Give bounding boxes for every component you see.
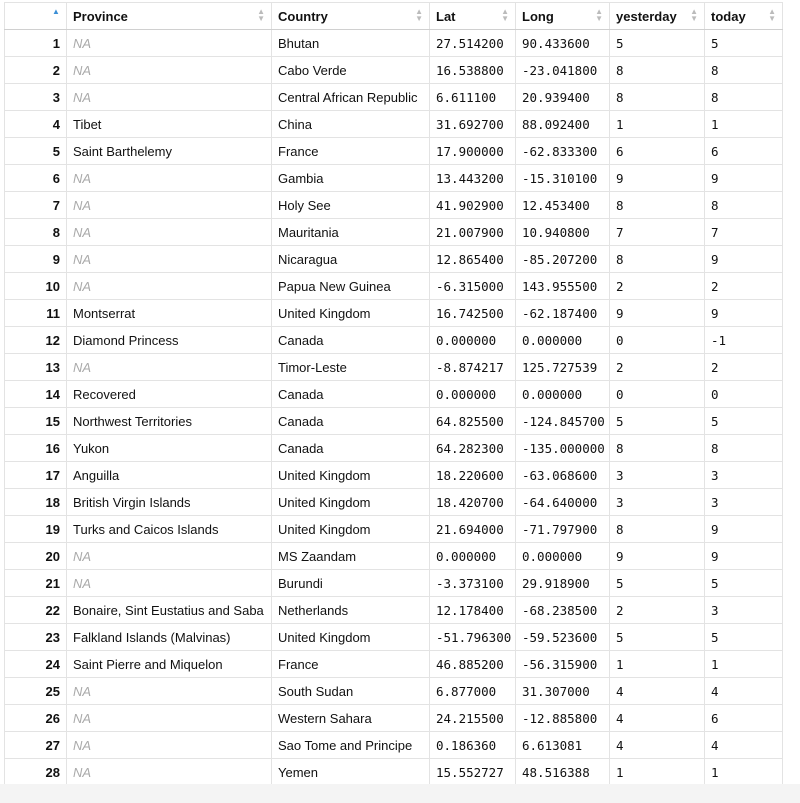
cell-idx: 12 bbox=[5, 327, 67, 354]
cell-province: NA bbox=[67, 732, 272, 759]
cell-province: NA bbox=[67, 57, 272, 84]
cell-yesterday: 0 bbox=[610, 381, 705, 408]
cell-today: 3 bbox=[705, 462, 783, 489]
column-header-lat[interactable] bbox=[430, 3, 516, 30]
table-row bbox=[5, 435, 783, 462]
cell-today: 9 bbox=[705, 516, 783, 543]
cell-province: Tibet bbox=[67, 111, 272, 138]
table-row bbox=[5, 543, 783, 570]
cell-lat: 6.611100 bbox=[430, 84, 516, 111]
cell-yesterday: 7 bbox=[610, 219, 705, 246]
cell-province: NA bbox=[67, 678, 272, 705]
cell-today: 1 bbox=[705, 759, 783, 786]
cell-country: United Kingdom bbox=[272, 462, 430, 489]
cell-yesterday: 9 bbox=[610, 165, 705, 192]
cell-idx: 17 bbox=[5, 462, 67, 489]
cell-yesterday: 6 bbox=[610, 138, 705, 165]
column-header-today[interactable] bbox=[705, 3, 783, 30]
cell-today: -1 bbox=[705, 327, 783, 354]
cell-today: 5 bbox=[705, 30, 783, 57]
table-row bbox=[5, 678, 783, 705]
cell-country: United Kingdom bbox=[272, 516, 430, 543]
column-header-province[interactable] bbox=[67, 3, 272, 30]
column-header-label: Long bbox=[522, 8, 554, 24]
cell-yesterday: 5 bbox=[610, 570, 705, 597]
cell-idx: 15 bbox=[5, 408, 67, 435]
table-row bbox=[5, 246, 783, 273]
cell-yesterday: 8 bbox=[610, 435, 705, 462]
cell-idx: 13 bbox=[5, 354, 67, 381]
cell-yesterday: 5 bbox=[610, 408, 705, 435]
cell-today: 4 bbox=[705, 678, 783, 705]
cell-province: Saint Barthelemy bbox=[67, 138, 272, 165]
cell-idx: 16 bbox=[5, 435, 67, 462]
cell-lat: 16.538800 bbox=[430, 57, 516, 84]
cell-yesterday: 5 bbox=[610, 30, 705, 57]
cell-province: NA bbox=[67, 543, 272, 570]
cell-idx: 4 bbox=[5, 111, 67, 138]
cell-idx: 3 bbox=[5, 84, 67, 111]
table-row bbox=[5, 138, 783, 165]
cell-lat: -6.315000 bbox=[430, 273, 516, 300]
cell-yesterday: 4 bbox=[610, 732, 705, 759]
cell-idx: 18 bbox=[5, 489, 67, 516]
cell-lat: 18.420700 bbox=[430, 489, 516, 516]
table-row bbox=[5, 327, 783, 354]
table-row bbox=[5, 732, 783, 759]
cell-long: -12.885800 bbox=[516, 705, 610, 732]
cell-today: 5 bbox=[705, 624, 783, 651]
cell-lat: 6.877000 bbox=[430, 678, 516, 705]
cell-yesterday: 9 bbox=[610, 543, 705, 570]
cell-idx: 10 bbox=[5, 273, 67, 300]
cell-today: 9 bbox=[705, 246, 783, 273]
sort-icon[interactable]: ▲ ▼ bbox=[595, 7, 603, 23]
cell-yesterday: 1 bbox=[610, 111, 705, 138]
cell-country: Canada bbox=[272, 435, 430, 462]
cell-province: NA bbox=[67, 759, 272, 786]
cell-today: 3 bbox=[705, 489, 783, 516]
sort-icon[interactable]: ▲ ▼ bbox=[501, 7, 509, 23]
cell-long: 0.000000 bbox=[516, 543, 610, 570]
cell-province: Montserrat bbox=[67, 300, 272, 327]
cell-lat: 46.885200 bbox=[430, 651, 516, 678]
cell-long: 20.939400 bbox=[516, 84, 610, 111]
cell-idx: 9 bbox=[5, 246, 67, 273]
cell-lat: 16.742500 bbox=[430, 300, 516, 327]
cell-province: British Virgin Islands bbox=[67, 489, 272, 516]
cell-province: Saint Pierre and Miquelon bbox=[67, 651, 272, 678]
cell-lat: -3.373100 bbox=[430, 570, 516, 597]
table-row bbox=[5, 624, 783, 651]
cell-long: 31.307000 bbox=[516, 678, 610, 705]
table-row bbox=[5, 165, 783, 192]
data-table bbox=[4, 2, 783, 786]
cell-idx: 14 bbox=[5, 381, 67, 408]
cell-long: -71.797900 bbox=[516, 516, 610, 543]
cell-long: 29.918900 bbox=[516, 570, 610, 597]
column-header-country[interactable] bbox=[272, 3, 430, 30]
cell-lat: 21.694000 bbox=[430, 516, 516, 543]
cell-country: France bbox=[272, 651, 430, 678]
cell-yesterday: 0 bbox=[610, 327, 705, 354]
cell-country: Canada bbox=[272, 408, 430, 435]
cell-today: 7 bbox=[705, 219, 783, 246]
cell-country: China bbox=[272, 111, 430, 138]
table-row bbox=[5, 462, 783, 489]
cell-idx: 19 bbox=[5, 516, 67, 543]
cell-today: 5 bbox=[705, 570, 783, 597]
sort-icon[interactable]: ▲ ▼ bbox=[690, 7, 698, 23]
column-header-label: Country bbox=[278, 8, 328, 24]
cell-lat: 0.000000 bbox=[430, 381, 516, 408]
sort-icon[interactable]: ▲ ▼ bbox=[768, 7, 776, 23]
cell-idx: 23 bbox=[5, 624, 67, 651]
cell-lat: 15.552727 bbox=[430, 759, 516, 786]
cell-idx: 21 bbox=[5, 570, 67, 597]
cell-long: 125.727539 bbox=[516, 354, 610, 381]
cell-lat: 12.865400 bbox=[430, 246, 516, 273]
cell-idx: 2 bbox=[5, 57, 67, 84]
cell-idx: 6 bbox=[5, 165, 67, 192]
cell-country: Holy See bbox=[272, 192, 430, 219]
cell-country: Central African Republic bbox=[272, 84, 430, 111]
cell-province: Falkland Islands (Malvinas) bbox=[67, 624, 272, 651]
cell-today: 1 bbox=[705, 651, 783, 678]
cell-today: 9 bbox=[705, 543, 783, 570]
table-row bbox=[5, 705, 783, 732]
cell-long: 88.092400 bbox=[516, 111, 610, 138]
cell-country: South Sudan bbox=[272, 678, 430, 705]
cell-today: 8 bbox=[705, 57, 783, 84]
cell-lat: 13.443200 bbox=[430, 165, 516, 192]
cell-long: -62.833300 bbox=[516, 138, 610, 165]
cell-lat: 0.000000 bbox=[430, 543, 516, 570]
cell-today: 0 bbox=[705, 381, 783, 408]
cell-idx: 27 bbox=[5, 732, 67, 759]
cell-country: Yemen bbox=[272, 759, 430, 786]
cell-lat: -51.796300 bbox=[430, 624, 516, 651]
cell-today: 1 bbox=[705, 111, 783, 138]
cell-idx: 11 bbox=[5, 300, 67, 327]
table-row bbox=[5, 30, 783, 57]
cell-long: -135.000000 bbox=[516, 435, 610, 462]
sort-ascending-icon[interactable]: ▲ bbox=[52, 7, 60, 16]
cell-yesterday: 9 bbox=[610, 300, 705, 327]
cell-long: -23.041800 bbox=[516, 57, 610, 84]
cell-province: NA bbox=[67, 705, 272, 732]
cell-idx: 25 bbox=[5, 678, 67, 705]
cell-today: 8 bbox=[705, 192, 783, 219]
cell-yesterday: 2 bbox=[610, 273, 705, 300]
cell-yesterday: 3 bbox=[610, 462, 705, 489]
cell-province: NA bbox=[67, 273, 272, 300]
cell-long: 90.433600 bbox=[516, 30, 610, 57]
cell-province: NA bbox=[67, 354, 272, 381]
column-header-label: Province bbox=[73, 8, 128, 24]
cell-country: MS Zaandam bbox=[272, 543, 430, 570]
cell-country: France bbox=[272, 138, 430, 165]
column-header-label: yesterday bbox=[616, 8, 677, 24]
cell-country: United Kingdom bbox=[272, 300, 430, 327]
cell-idx: 24 bbox=[5, 651, 67, 678]
table-row bbox=[5, 111, 783, 138]
cell-province: NA bbox=[67, 219, 272, 246]
cell-today: 4 bbox=[705, 732, 783, 759]
cell-long: 0.000000 bbox=[516, 381, 610, 408]
table-row bbox=[5, 84, 783, 111]
table-row bbox=[5, 489, 783, 516]
cell-province: Recovered bbox=[67, 381, 272, 408]
cell-province: NA bbox=[67, 30, 272, 57]
cell-lat: 17.900000 bbox=[430, 138, 516, 165]
cell-province: Turks and Caicos Islands bbox=[67, 516, 272, 543]
cell-lat: 41.902900 bbox=[430, 192, 516, 219]
sort-icon[interactable]: ▲ ▼ bbox=[415, 7, 423, 23]
cell-province: Yukon bbox=[67, 435, 272, 462]
cell-long: -68.238500 bbox=[516, 597, 610, 624]
column-header-label: Lat bbox=[436, 8, 456, 24]
cell-province: NA bbox=[67, 192, 272, 219]
cell-country: Gambia bbox=[272, 165, 430, 192]
cell-idx: 7 bbox=[5, 192, 67, 219]
cell-today: 5 bbox=[705, 408, 783, 435]
cell-yesterday: 2 bbox=[610, 354, 705, 381]
cell-long: 0.000000 bbox=[516, 327, 610, 354]
column-header-label: today bbox=[711, 8, 746, 24]
cell-province: Bonaire, Sint Eustatius and Saba bbox=[67, 597, 272, 624]
cell-lat: 18.220600 bbox=[430, 462, 516, 489]
cell-today: 8 bbox=[705, 435, 783, 462]
sort-icon[interactable]: ▲ ▼ bbox=[257, 7, 265, 23]
table-row bbox=[5, 516, 783, 543]
cell-today: 6 bbox=[705, 138, 783, 165]
cell-today: 9 bbox=[705, 300, 783, 327]
cell-country: Bhutan bbox=[272, 30, 430, 57]
cell-lat: 0.000000 bbox=[430, 327, 516, 354]
cell-province: Northwest Territories bbox=[67, 408, 272, 435]
table-row bbox=[5, 759, 783, 786]
cell-country: United Kingdom bbox=[272, 489, 430, 516]
cell-long: -85.207200 bbox=[516, 246, 610, 273]
table-row bbox=[5, 273, 783, 300]
cell-idx: 1 bbox=[5, 30, 67, 57]
table-body bbox=[5, 30, 783, 786]
cell-lat: 12.178400 bbox=[430, 597, 516, 624]
cell-yesterday: 4 bbox=[610, 705, 705, 732]
cell-long: -59.523600 bbox=[516, 624, 610, 651]
cell-country: Burundi bbox=[272, 570, 430, 597]
cell-lat: 21.007900 bbox=[430, 219, 516, 246]
cell-yesterday: 4 bbox=[610, 678, 705, 705]
cell-country: Cabo Verde bbox=[272, 57, 430, 84]
cell-yesterday: 1 bbox=[610, 651, 705, 678]
cell-province: NA bbox=[67, 570, 272, 597]
cell-today: 6 bbox=[705, 705, 783, 732]
status-bar bbox=[0, 784, 800, 803]
cell-country: Western Sahara bbox=[272, 705, 430, 732]
column-header-yesterday[interactable] bbox=[610, 3, 705, 30]
cell-lat: 27.514200 bbox=[430, 30, 516, 57]
cell-long: -15.310100 bbox=[516, 165, 610, 192]
cell-country: Netherlands bbox=[272, 597, 430, 624]
cell-idx: 8 bbox=[5, 219, 67, 246]
table-row bbox=[5, 408, 783, 435]
table-row bbox=[5, 570, 783, 597]
cell-long: 48.516388 bbox=[516, 759, 610, 786]
cell-idx: 5 bbox=[5, 138, 67, 165]
table-row bbox=[5, 381, 783, 408]
cell-yesterday: 8 bbox=[610, 246, 705, 273]
cell-today: 2 bbox=[705, 354, 783, 381]
cell-today: 8 bbox=[705, 84, 783, 111]
cell-country: Mauritania bbox=[272, 219, 430, 246]
cell-province: Anguilla bbox=[67, 462, 272, 489]
cell-long: -64.640000 bbox=[516, 489, 610, 516]
cell-country: Papua New Guinea bbox=[272, 273, 430, 300]
cell-country: Nicaragua bbox=[272, 246, 430, 273]
cell-country: Canada bbox=[272, 327, 430, 354]
cell-long: 10.940800 bbox=[516, 219, 610, 246]
cell-long: 6.613081 bbox=[516, 732, 610, 759]
cell-country: United Kingdom bbox=[272, 624, 430, 651]
cell-country: Canada bbox=[272, 381, 430, 408]
header-row bbox=[5, 3, 783, 30]
cell-long: -124.845700 bbox=[516, 408, 610, 435]
cell-country: Timor-Leste bbox=[272, 354, 430, 381]
cell-long: -63.068600 bbox=[516, 462, 610, 489]
cell-yesterday: 8 bbox=[610, 192, 705, 219]
column-header-idx[interactable] bbox=[5, 3, 67, 30]
table-row bbox=[5, 597, 783, 624]
cell-idx: 26 bbox=[5, 705, 67, 732]
table-row bbox=[5, 57, 783, 84]
cell-idx: 22 bbox=[5, 597, 67, 624]
cell-lat: 24.215500 bbox=[430, 705, 516, 732]
table-row bbox=[5, 219, 783, 246]
table-row bbox=[5, 651, 783, 678]
cell-yesterday: 5 bbox=[610, 624, 705, 651]
cell-lat: 64.825500 bbox=[430, 408, 516, 435]
cell-lat: 64.282300 bbox=[430, 435, 516, 462]
cell-yesterday: 8 bbox=[610, 516, 705, 543]
cell-lat: -8.874217 bbox=[430, 354, 516, 381]
cell-yesterday: 8 bbox=[610, 84, 705, 111]
cell-idx: 20 bbox=[5, 543, 67, 570]
cell-lat: 0.186360 bbox=[430, 732, 516, 759]
cell-long: 143.955500 bbox=[516, 273, 610, 300]
table-row bbox=[5, 354, 783, 381]
cell-yesterday: 3 bbox=[610, 489, 705, 516]
cell-today: 9 bbox=[705, 165, 783, 192]
cell-today: 2 bbox=[705, 273, 783, 300]
cell-province: NA bbox=[67, 246, 272, 273]
column-header-long[interactable] bbox=[516, 3, 610, 30]
cell-province: Diamond Princess bbox=[67, 327, 272, 354]
cell-country: Sao Tome and Principe bbox=[272, 732, 430, 759]
cell-today: 3 bbox=[705, 597, 783, 624]
cell-long: 12.453400 bbox=[516, 192, 610, 219]
cell-lat: 31.692700 bbox=[430, 111, 516, 138]
cell-yesterday: 8 bbox=[610, 57, 705, 84]
cell-province: NA bbox=[67, 165, 272, 192]
cell-province: NA bbox=[67, 84, 272, 111]
cell-yesterday: 1 bbox=[610, 759, 705, 786]
table-row bbox=[5, 192, 783, 219]
cell-yesterday: 2 bbox=[610, 597, 705, 624]
cell-idx: 28 bbox=[5, 759, 67, 786]
cell-long: -56.315900 bbox=[516, 651, 610, 678]
cell-long: -62.187400 bbox=[516, 300, 610, 327]
table-row bbox=[5, 300, 783, 327]
